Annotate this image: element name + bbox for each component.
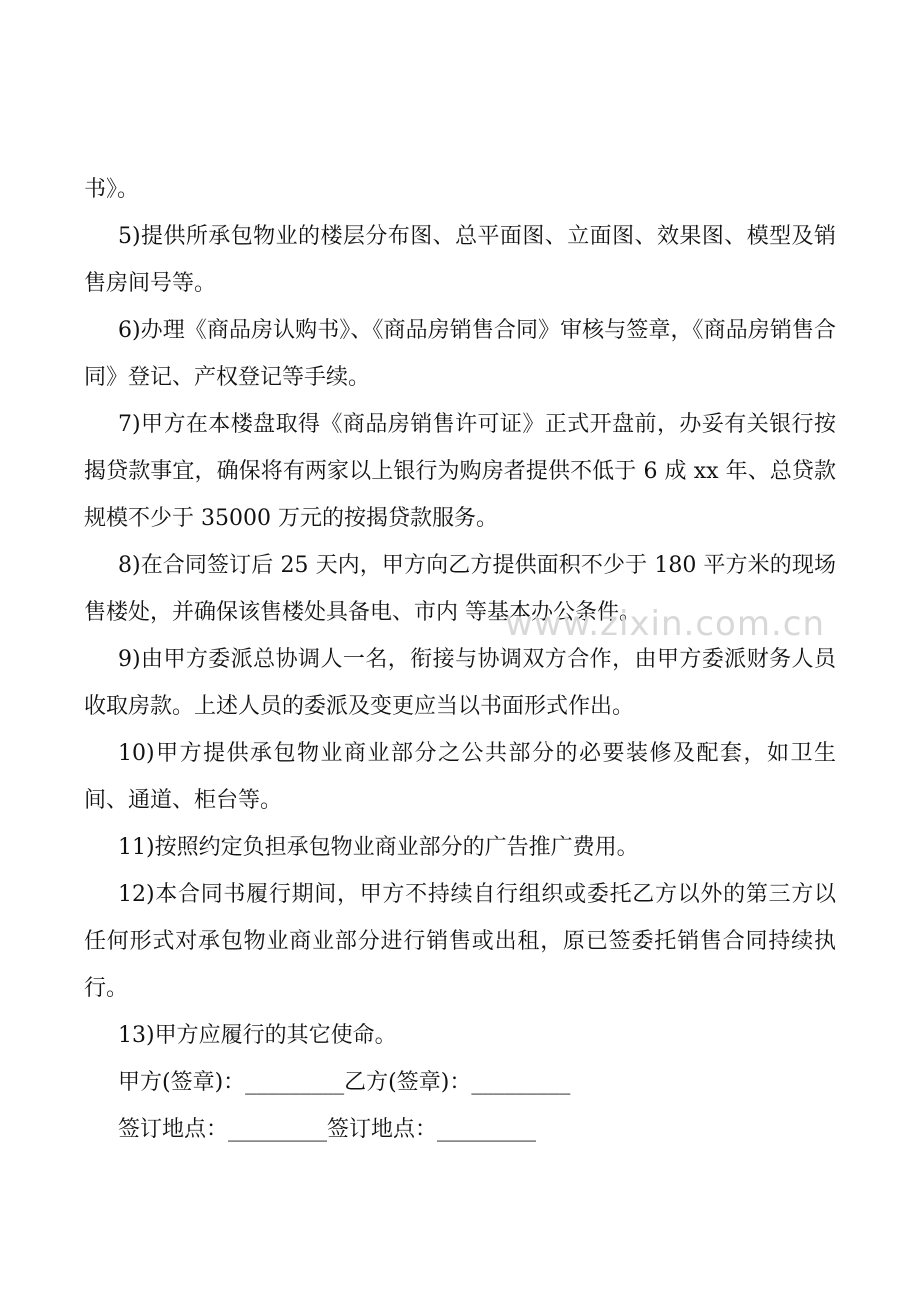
watermark: www.zixin.com.cn [505,604,825,644]
signature-line-location: 签订地点：_________签订地点：_________ [118,1117,537,1142]
clause-9: 9)由甲方委派总协调人一名，衔接与协调双方合作，由甲方委派财务人员收取房款。上述人员的委派及变更应当以书面形式作出。 [84,647,836,719]
clause-11: 11)按照约定负担承包物业商业部分的广告推广费用。 [118,835,639,860]
clause-6: 6)办理《商品房认购书》、《商品房销售合同》审核与签章，《商品房销售合同》登记、产权登记等手续。 [84,318,836,390]
signature-line-party: 甲方(签章)：_________乙方(签章)：_________ [118,1070,571,1095]
clause-10: 10)甲方提供承包物业商业部分之公共部分的必要装修及配套，如卫生间、通道、柜台等。 [84,741,836,813]
clause-7: 7)甲方在本楼盘取得《商品房销售许可证》正式开盘前，办妥有关银行按揭贷款事宜，确保将有两家以上银行为购房者提供不低于 6 成 xx 年、总贷款规模不少于 35000 万元的按揭贷款服务。 [84,412,836,531]
clause-8: 8)在合同签订后 25 天内，甲方向乙方提供面积不少于 180 平方米的现场售楼处，并确保该售楼处具备电、市内 等基本办公条件。 [84,553,836,625]
paragraph-continuation: 书》。 [84,177,140,202]
clause-5: 5)提供所承包物业的楼层分布图、总平面图、立面图、效果图、模型及销售房间号等。 [84,224,836,296]
document-body [84,166,836,1153]
clause-13: 13)甲方应履行的其它使命。 [118,1023,397,1048]
clause-12: 12)本合同书履行期间，甲方不持续自行组织或委托乙方以外的第三方以任何形式对承包物业商业部分进行销售或出租，原已签委托销售合同持续执行。 [84,882,836,1001]
